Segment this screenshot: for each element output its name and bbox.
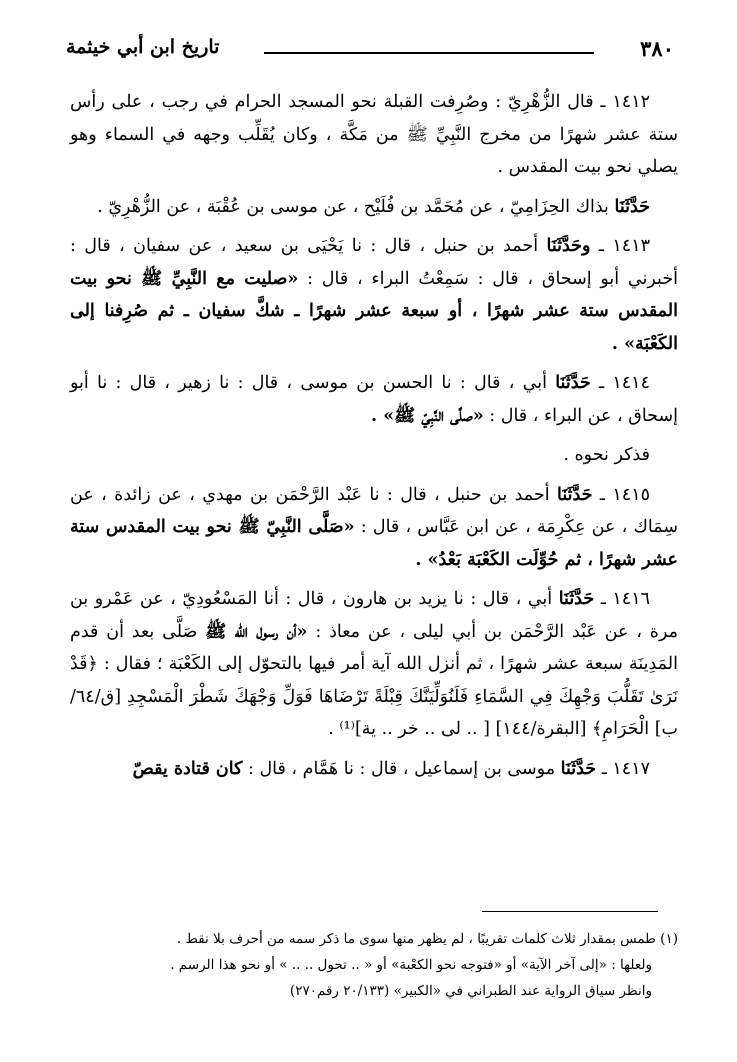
bold-text-run: «صليت مع النَّبِيِّ ﷺ نحو بيت المقدس ستة عشر شهرًا ، أو سبعة عشر شهرًا ـ شكَّ سفيان ـ ثم صُرِفنا إلى الكَعْبَة» . — [70, 268, 678, 354]
bold-text-run: حَدَّثَنَا — [558, 589, 595, 609]
footnote-1-reference: وانظر سياق الرواية عند الطبراني في «الكبير» (٢٠/١٣٣ رقم٢٧٠) — [289, 983, 652, 999]
footnote-1: (١) طمس بمقدار ثلاث كلمات تقريبًا ، لم يظهر منها سوى ما ذكر سمه من أحرف بلا نقط . — [176, 931, 678, 947]
running-title: تاريخ ابن أبي خيثمة — [66, 36, 220, 58]
text-run: ١٤١٦ ـ — [594, 589, 650, 609]
header-rule — [264, 52, 594, 54]
hadith-paragraph — [70, 753, 678, 786]
text-run: ١٤١٥ ـ — [592, 484, 650, 505]
text-run: ١٤١٧ ـ — [596, 758, 650, 779]
hadith-paragraph — [70, 479, 678, 577]
bold-text-run: حَدَّثَنَا — [555, 373, 591, 393]
text-run: أبي ، قال : نا يزيد بن هارون ، قال : أنا المَسْعُودِيّ ، عن عَمْرو بن مرة ، عن عَبْد الرَّحْمَن بن أبي ليلى ، عن معاذ : — [70, 589, 679, 642]
footnotes — [70, 926, 678, 1004]
footnote-1-continued: ولعلها : «إلى آخر الآية» أو «فتوجه نحو الكعْبة» أو « .. تحول .. .. » أو نحو هذا الرسم . — [170, 957, 652, 973]
text-run: ١٤١٢ ـ قال الزُّهْرِيّ : وصُرِفت القبلة نحو المسجد الحرام في رجب ، على رأس ستة عشر شهرًا من مخرج النَّبِيِّ ﷺ من مَكَّة ، وكان يُقَلِّب وجهه في السماء وهو يصلي نحو بيت المقدس . — [70, 92, 678, 177]
page-number: ٣٨٠ — [640, 36, 674, 61]
hadith-paragraph — [70, 86, 678, 184]
text-run: موسى بن إسماعيل ، قال : نا هَمَّام ، قال : — [242, 758, 561, 779]
hadith-paragraph — [70, 367, 678, 432]
bold-text-run: حَدَّثَنَا — [614, 196, 650, 217]
text-run: ١٤١٤ ـ — [590, 373, 650, 393]
hadith-paragraph — [70, 191, 678, 224]
bold-text-run: كان قتادة يقصّ — [132, 758, 243, 779]
text-run: ١٤١٣ ـ — [590, 236, 650, 256]
hadith-paragraph — [70, 439, 678, 472]
bold-text-run: حَدَّثَنَا — [556, 484, 593, 505]
text-run: أبي ، قال : نا الحسن بن موسى ، قال : نا زهير ، قال : نا أبو إسحاق ، عن البراء ، قال : — [70, 373, 678, 426]
bold-text-run: «صلَّى النَّبِيّ ﷺ» . — [371, 405, 484, 426]
bold-text-run: حَدَّثَنَا — [560, 758, 597, 779]
text-run: أحمد بن حنبل ، قال : نا عَبْد الرَّحْمَن بن مهدي ، عن زائدة ، عن سِمَاك ، عن عِكْرِمَة ، عن ابن عَبَّاس ، قال : — [70, 484, 678, 537]
text-run: بذاك الحِزَامِيّ ، عن مُحَمَّد بن فُلَيْح ، عن موسى بن عُقْبَة ، عن الزُّهْرِيّ . — [97, 196, 615, 217]
footnote-separator — [482, 911, 658, 912]
text-run: أحمد بن حنبل ، قال : نا يَحْيَى بن سعيد ، عن سفيان ، قال : أخبرني أبو إسحاق ، قال : سَمِعْتُ البراء ، قال : — [70, 236, 678, 289]
text-run: فذكر نحوه . — [563, 445, 650, 465]
bold-text-run: «صَلَّى النَّبِيّ ﷺ نحو بيت المقدس ستة عشر شهرًا ، ثم حُوِّلَت الكَعْبَة بَعْدُ» . — [70, 517, 678, 570]
hadith-paragraph — [70, 230, 678, 360]
main-text — [70, 86, 678, 792]
hadith-paragraph — [70, 583, 678, 746]
bold-text-run: «أن رسول الله ﷺ — [205, 621, 308, 642]
text-run: صَلَّى بعد أن قدم المَدِينَة سبعة عشر شهرًا ، ثم أنزل الله آية أمر فيها بالتحوّل إلى الكَعْبَة ؛ فقال : ﴿قَدْ نَرَىٰ تَقَلُّبَ وَجْهِكَ فِي السَّمَاءِ فَلَنُوَلِّيَنَّكَ قِبْلَةً تَرْضَاهَا فَوَلِّ وَجْهَكَ شَطْرَ الْمَسْجِدِ [ق/٦٤/ب] الْحَرَامِ﴾ [البقرة/١٤٤] [ .. لى .. خر .. ية]⁽¹⁾ . — [70, 621, 678, 739]
page-header — [66, 30, 674, 66]
bold-text-run: وحَدَّثَنَا — [546, 236, 591, 256]
